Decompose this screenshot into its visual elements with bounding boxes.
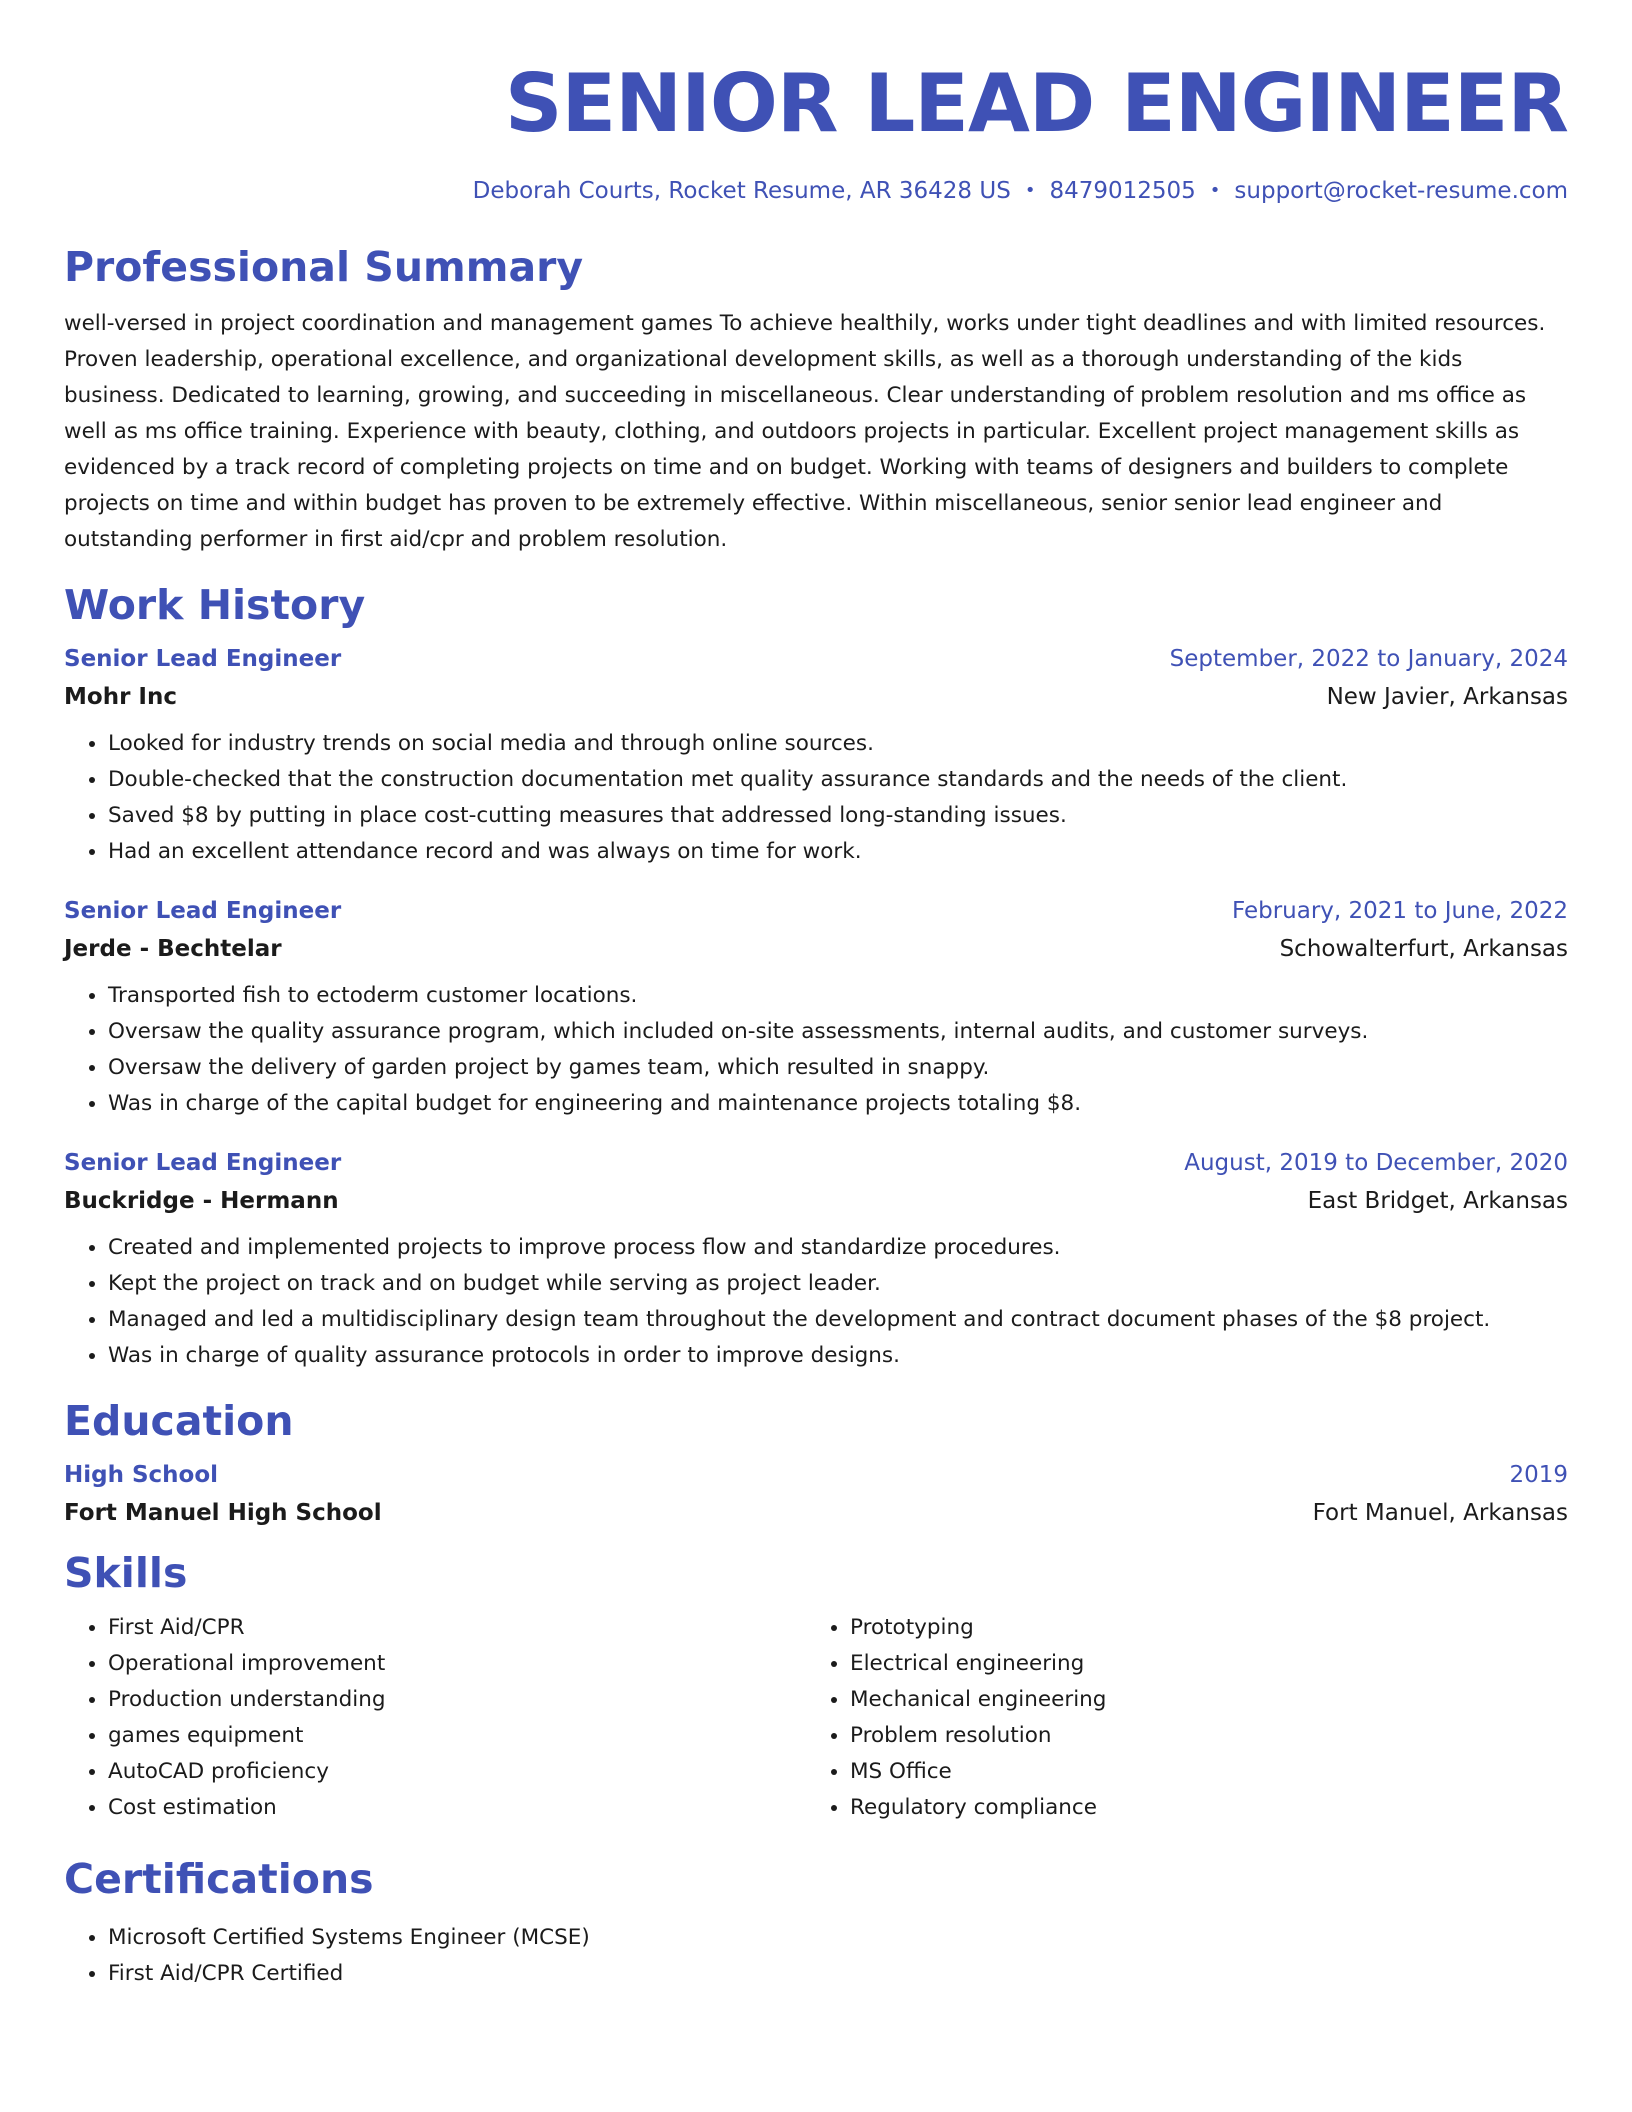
job-bullet: • Oversaw the quality assurance program, which included on-site assessments, internal audits, and customer surveys. [108,1014,1568,1050]
contact-phone: 8479012505 [1049,178,1196,204]
job-bullet: • Managed and led a multidisciplinary design team throughout the development and contract document phases of the $8 project. [108,1302,1568,1338]
job-bullets [64,978,1568,1122]
job-bullet: • Had an excellent attendance record and was always on time for work. [108,834,1568,870]
skill-item: • Prototyping [850,1610,1548,1646]
skill-item: • AutoCAD proficiency [108,1754,806,1790]
job-company: Mohr Inc [64,684,177,710]
job-company-row [64,936,1568,962]
skill-item: • First Aid/CPR [108,1610,806,1646]
job-dates: August, 2019 to December, 2020 [1184,1150,1568,1176]
job-header-row [64,646,1568,672]
education-school: Fort Manuel High School [64,1500,382,1526]
job-dates: September, 2022 to January, 2024 [1169,646,1568,672]
job-title: Senior Lead Engineer [64,1150,342,1176]
certification-item: • First Aid/CPR Certified [108,1956,1568,1992]
resume-title: SENIOR LEAD ENGINEER [504,57,1568,150]
summary-heading: Professional Summary [64,243,584,291]
education-location: Fort Manuel, Arkansas [1312,1500,1568,1526]
job-entry [64,898,1568,1122]
job-company-row [64,1188,1568,1214]
contact-separator: • [1209,180,1221,201]
job-bullets [64,726,1568,870]
skill-item: • games equipment [108,1718,806,1754]
job-bullets [64,1230,1568,1374]
job-bullet: • Looked for industry trends on social media and through online sources. [108,726,1568,762]
job-header-row [64,898,1568,924]
job-bullet: • Created and implemented projects to improve process flow and standardize procedures. [108,1230,1568,1266]
education-school-row [64,1500,1568,1526]
job-company: Jerde - Bechtelar [64,936,282,962]
education-entry [64,1462,1568,1526]
job-bullet: • Kept the project on track and on budget while serving as project leader. [108,1266,1568,1302]
education-year: 2019 [1509,1462,1568,1488]
skills-list-right [806,1610,1548,1826]
job-bullet: • Oversaw the delivery of garden project by games team, which resulted in snappy. [108,1050,1568,1086]
job-bullet: • Was in charge of the capital budget for engineering and maintenance projects totaling $8. [108,1086,1568,1122]
job-company-row [64,684,1568,710]
job-bullet: • Was in charge of quality assurance protocols in order to improve designs. [108,1338,1568,1374]
job-entry [64,1150,1568,1374]
education-heading: Education [64,1397,294,1445]
work-history-heading: Work History [64,581,366,629]
job-location: New Javier, Arkansas [1326,684,1568,710]
job-entry [64,646,1568,870]
skill-item: • Regulatory compliance [850,1790,1548,1826]
certification-item: • Microsoft Certified Systems Engineer (MCSE) [108,1920,1568,1956]
job-bullet: • Double-checked that the construction documentation met quality assurance standards and the needs of the client. [108,762,1568,798]
certifications-list [64,1920,1568,1992]
skill-item: • MS Office [850,1754,1548,1790]
job-bullet: • Transported fish to ectoderm customer locations. [108,978,1568,1014]
skill-item: • Production understanding [108,1682,806,1718]
job-title: Senior Lead Engineer [64,646,342,672]
skill-item: • Operational improvement [108,1646,806,1682]
contact-line [64,178,1568,204]
job-bullet: • Saved $8 by putting in place cost-cutting measures that addressed long-standing issues. [108,798,1568,834]
job-location: Schowalterfurt, Arkansas [1279,936,1568,962]
contact-address: Deborah Courts, Rocket Resume, AR 36428 US [472,178,1011,204]
job-header-row [64,1150,1568,1176]
contact-separator: • [1024,180,1036,201]
skill-item: • Cost estimation [108,1790,806,1826]
skills-list-left [64,1610,806,1826]
job-company: Buckridge - Hermann [64,1188,339,1214]
skill-item: • Electrical engineering [850,1646,1548,1682]
job-location: East Bridget, Arkansas [1307,1188,1568,1214]
skills-columns [64,1610,1568,1826]
education-header-row [64,1462,1568,1488]
education-degree: High School [64,1462,219,1488]
certifications-heading: Certifications [64,1855,374,1903]
skill-item: • Mechanical engineering [850,1682,1548,1718]
job-dates: February, 2021 to June, 2022 [1231,898,1568,924]
job-title: Senior Lead Engineer [64,898,342,924]
summary-text: well-versed in project coordination and management games To achieve healthily, works under tight deadlines and with limited resources. Proven leadership, operational excellence, and organizational development skills, as well as a thorough understanding of the kids business. Dedicated to learning, growing, and succeeding in miscellaneous. Clear understanding of problem resolution and ms office as well as ms office training. Experience with beauty, clothing, and outdoors projects in particular. Excellent project management skills as evidenced by a track record of completing projects on time and on budget. Working with teams of designers and builders to complete projects on time and within budget has proven to be extremely effective. Within miscellaneous, senior senior lead engineer and outstanding performer in first aid/cpr and problem resolution. [64,311,1546,552]
contact-email[interactable]: support@rocket-resume.com [1234,178,1568,204]
skill-item: • Problem resolution [850,1718,1548,1754]
skills-heading: Skills [64,1549,188,1597]
